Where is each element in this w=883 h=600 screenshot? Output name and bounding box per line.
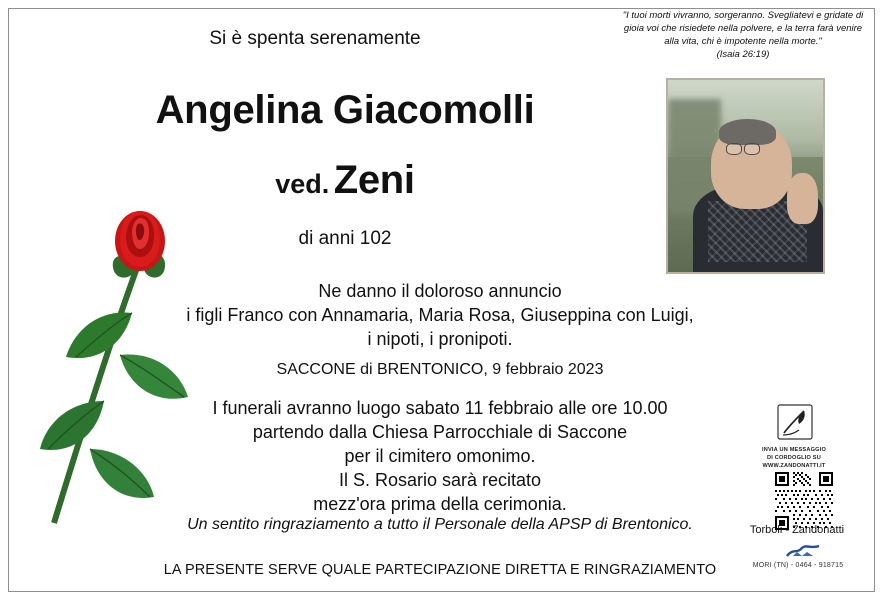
scripture-reference: (Isaia 26:19) bbox=[716, 49, 770, 61]
photo-person-head bbox=[711, 122, 792, 209]
quill-scroll-icon bbox=[773, 402, 817, 442]
photo-person bbox=[693, 122, 823, 272]
footer-note: LA PRESENTE SERVE QUALE PARTECIPAZIONE DIRETTA E RINGRAZIAMENTO bbox=[163, 562, 717, 578]
announcement-text: Ne danno il doloroso annuncio i figli Franco con Annamaria, Maria Rosa, Giuseppina con Luigi, i nipoti, i pronipoti. bbox=[186, 281, 694, 349]
scripture-quote bbox=[617, 10, 869, 62]
photo-person-glasses-right bbox=[744, 143, 760, 155]
agency-logo-icon bbox=[785, 543, 821, 559]
place-and-date: SACCONE di BRENTONICO, 9 febbraio 2023 bbox=[276, 361, 604, 378]
married-surname: Zeni bbox=[333, 158, 415, 202]
intro-line: Si è spenta serenamente bbox=[209, 28, 421, 49]
scripture-text: "I tuoi morti vivranno, sorgeranno. Svegliatevi e gridate di gioia voi che risiedete nella polvere, e la terra farà venire alla vita, chi è impotente nella morte." bbox=[622, 10, 864, 47]
widow-prefix: ved. bbox=[275, 169, 330, 199]
age-line: di anni 102 bbox=[298, 228, 392, 249]
widow-line bbox=[60, 158, 630, 203]
photo-person-hand bbox=[787, 173, 818, 224]
photo-person-glasses-left bbox=[726, 143, 742, 155]
condolence-message-prompt: INVIA UN MESSAGGIO DI CORDOGLIO SU WWW.ZANDONATTI.IT bbox=[762, 447, 826, 470]
agency-name: Torboli - Zandonatti bbox=[749, 524, 845, 536]
qr-code-icon[interactable] bbox=[775, 472, 833, 530]
deceased-photo bbox=[666, 78, 825, 274]
funeral-details: I funerali avranno luogo sabato 11 febbraio alle ore 10.00 partendo dalla Chiesa Parrocchiale di Saccone per il cimitero omonimo. Il S. Rosario sarà recitato mezz'ora prima della cerimonia. bbox=[212, 398, 668, 515]
photo-person-hair bbox=[719, 119, 775, 145]
thanks-note: Un sentito ringraziamento a tutto il Personale della APSP di Brentonico. bbox=[187, 516, 693, 533]
rose-flower-icon bbox=[20, 205, 210, 545]
agency-contact: MORI (TN) - 0464 - 918715 bbox=[752, 562, 844, 569]
deceased-name: Angelina Giacomolli bbox=[155, 88, 535, 132]
